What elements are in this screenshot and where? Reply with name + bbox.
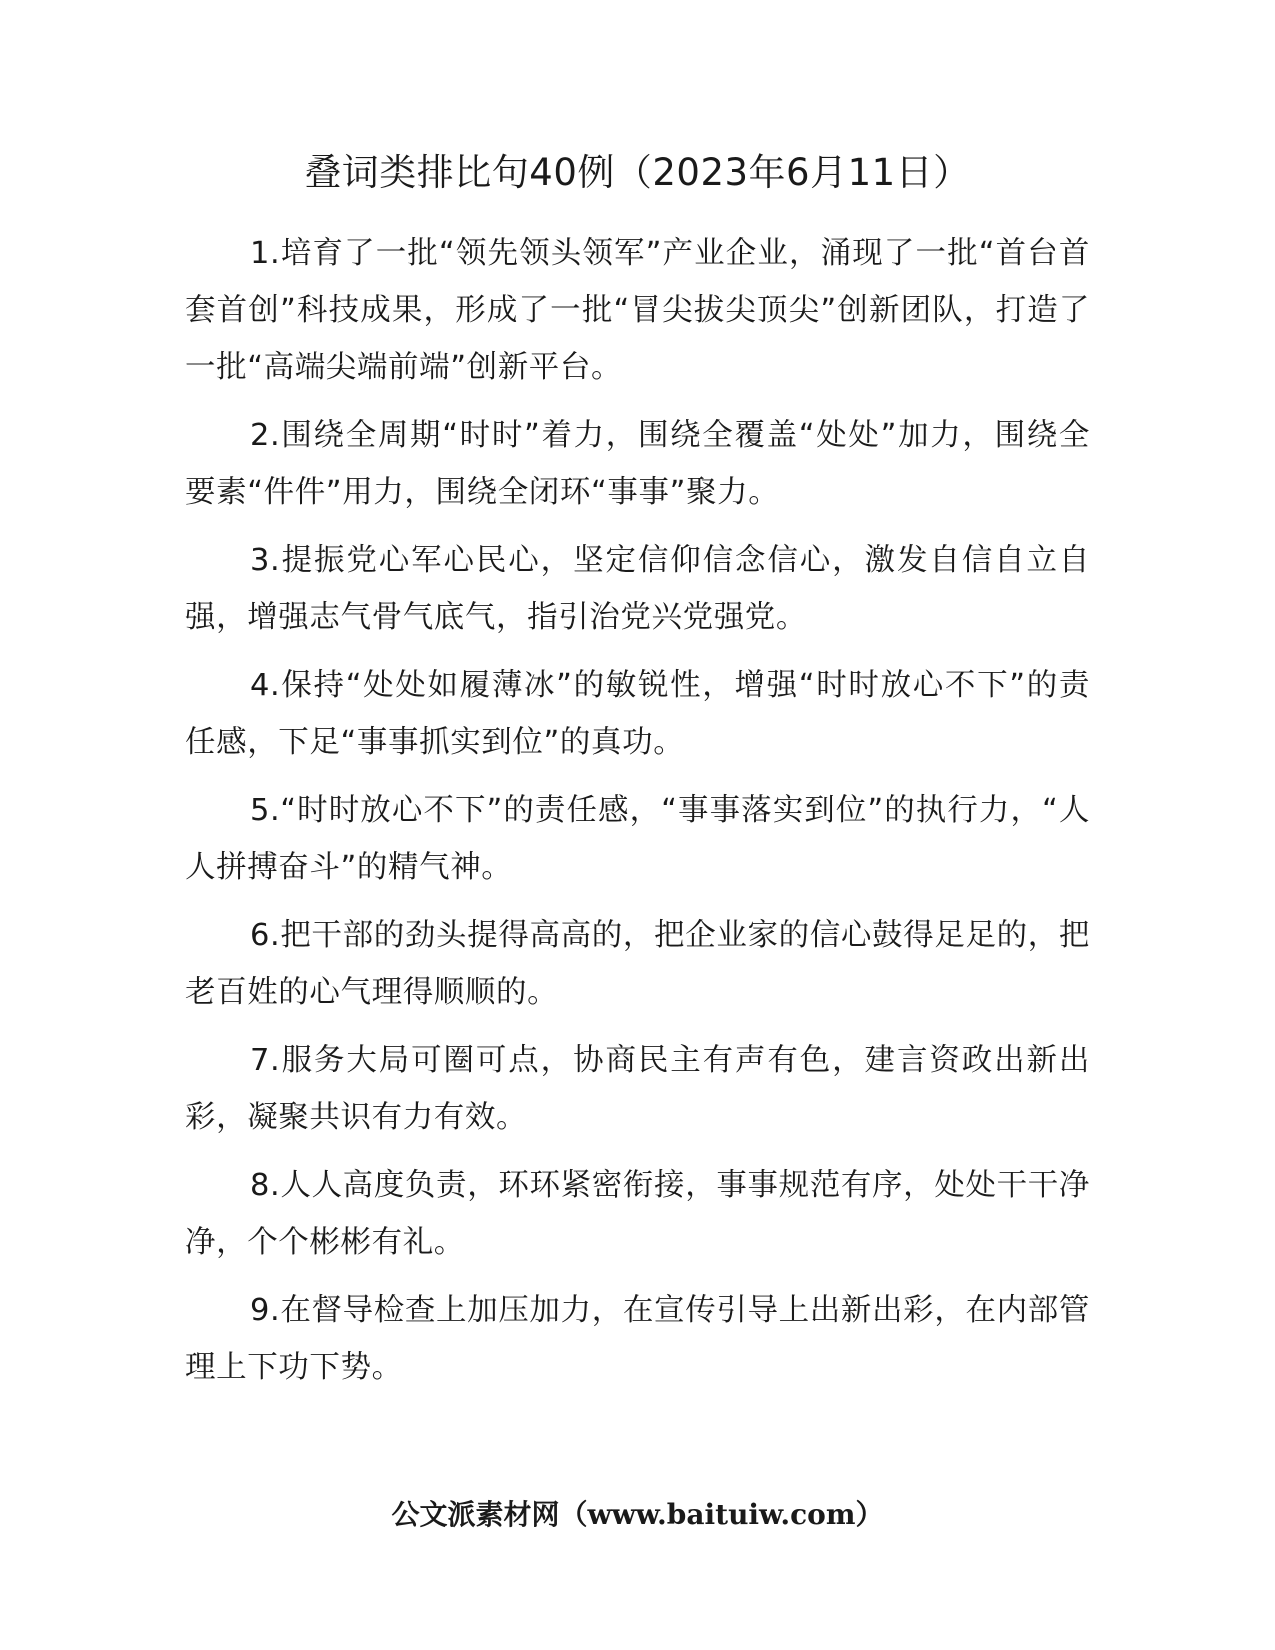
- paragraph-1: 1.培育了一批“领先领头领军”产业企业，涌现了一批“首台首套首创”科技成果，形成了一批“冒尖拔尖顶尖”创新团队，打造了一批“高端尖端前端”创新平台。: [185, 236, 1090, 385]
- page-footer: 公文派素材网（www.baituiw.com）: [391, 1498, 884, 1531]
- paragraph-2: 2.围绕全周期“时时”着力，围绕全覆盖“处处”加力，围绕全要素“件件”用力，围绕全闭环“事事”聚力。: [185, 418, 1090, 510]
- document-title: 叠词类排比句40例（2023年6月11日）: [304, 151, 971, 194]
- paragraph-5: 5.“时时放心不下”的责任感，“事事落实到位”的执行力，“人人拼搏奋斗”的精气神。: [185, 793, 1090, 885]
- paragraph-9: 9.在督导检查上加压加力，在宣传引导上出新出彩，在内部管理上下功下势。: [185, 1293, 1090, 1385]
- paragraph-8: 8.人人高度负责，环环紧密衔接，事事规范有序，处处干干净净，个个彬彬有礼。: [185, 1168, 1090, 1260]
- paragraph-7: 7.服务大局可圈可点，协商民主有声有色，建言资政出新出彩，凝聚共识有力有效。: [185, 1043, 1090, 1135]
- document-body: [185, 225, 1090, 1407]
- paragraph-3: 3.提振党心军心民心，坚定信仰信念信心，激发自信自立自强，增强志气骨气底气，指引治党兴党强党。: [185, 543, 1090, 635]
- paragraph-6: 6.把干部的劲头提得高高的，把企业家的信心鼓得足足的，把老百姓的心气理得顺顺的。: [185, 918, 1090, 1010]
- paragraph-4: 4.保持“处处如履薄冰”的敏锐性，增强“时时放心不下”的责任感，下足“事事抓实到位”的真功。: [185, 668, 1090, 760]
